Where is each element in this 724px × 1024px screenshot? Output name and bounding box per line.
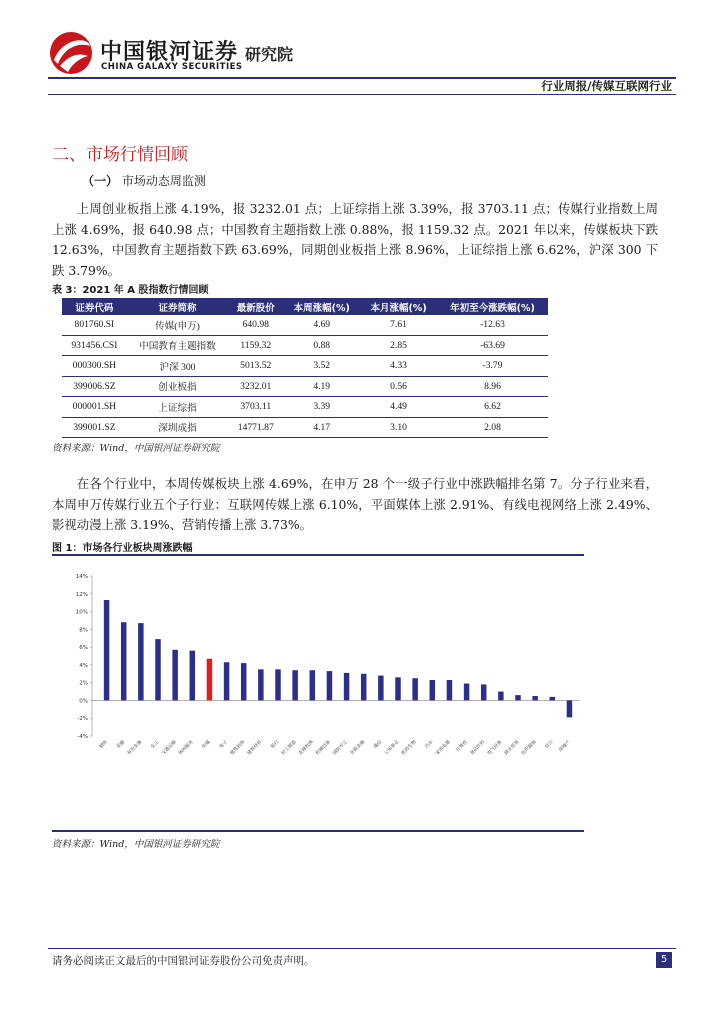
y-tick-label: 6% [79, 645, 88, 652]
table-cell: 4.17 [283, 417, 360, 438]
table-cell: 399001.SZ [62, 417, 127, 438]
table-cell: 0.88 [283, 335, 360, 356]
y-tick-label: -4% [77, 734, 88, 740]
bar [138, 623, 143, 700]
industry-paragraph: 在各个行业中，本周传媒板块上涨 4.69%，在申万 28 个一级子行业中涨跌幅排名第 7。分子行业来看，本周申万传媒行业五个子行业：互联网传媒上涨 6.10%，平面媒体上涨 2.91%、有线电视网络上涨 2.49%、影视动漫上涨 3.19%、营销传播上涨 3.73%。 [52, 476, 658, 532]
x-tick-label: 农林牧渔 [298, 739, 315, 757]
table-cell: 1159.32 [228, 335, 283, 356]
table-cell: 传媒(申万) [127, 315, 228, 335]
table-cell: 801760.SI [62, 315, 127, 335]
table-caption: 表 3：2021 年 A 股指数行情回顾 [52, 285, 209, 296]
x-tick-label: 建筑材料 [246, 739, 264, 757]
section-title: 二、市场行情回顾 [52, 145, 188, 165]
bar [498, 692, 503, 701]
bar [412, 678, 417, 700]
table-cell: -63.69 [437, 335, 548, 356]
x-tick-label: 通信 [373, 739, 384, 750]
bar [172, 650, 177, 701]
table-cell: 931456.CSI [62, 335, 127, 356]
x-tick-label: 电子 [218, 739, 229, 750]
header-rule-bottom [48, 94, 676, 95]
table-cell: 3232.01 [228, 376, 283, 397]
bar [532, 696, 537, 700]
table-cell: 中国教育主题指数 [127, 335, 228, 356]
bar [190, 651, 195, 701]
x-tick-label: 家用电器 [435, 739, 452, 757]
x-tick-label: 轻工制造 [281, 739, 298, 757]
x-tick-label: 电气设备 [486, 739, 504, 757]
x-tick-label: 机械设备 [315, 739, 332, 757]
y-tick-label: 4% [79, 662, 88, 669]
bar [481, 684, 486, 700]
page-number: 5 [656, 952, 672, 968]
bar [550, 697, 555, 701]
x-tick-label: 非银金融 [349, 739, 367, 757]
table-cell: 创业板指 [127, 376, 228, 397]
col-header: 最新股价 [228, 298, 283, 315]
y-tick-label: 2% [79, 680, 88, 687]
bar [361, 674, 366, 701]
table-header-row [62, 298, 548, 315]
table-source-note: 资料来源：Wind，中国银河证券研究院 [52, 443, 220, 454]
x-tick-label: 休闲服务 [178, 739, 195, 757]
bar [104, 600, 109, 700]
subsection-title [82, 172, 206, 189]
table-row [62, 315, 548, 335]
figure-source-note: 资料来源：Wind，中国银河证券研究院 [52, 839, 220, 850]
x-tick-label: 汽车 [424, 739, 435, 750]
table-cell: 0.56 [360, 376, 437, 397]
x-tick-label: 采掘 [116, 739, 127, 750]
col-header: 证券代码 [62, 298, 127, 315]
table-cell: 4.49 [360, 397, 437, 418]
table-cell: 5013.52 [228, 356, 283, 377]
bar [241, 663, 246, 700]
table-cell: 6.62 [437, 397, 548, 418]
table-cell: 2.08 [437, 417, 548, 438]
x-tick-label: 钢铁 [98, 739, 109, 750]
col-header: 证券简称 [127, 298, 228, 315]
logo-en-text: CHINA GALAXY SECURITIES [101, 62, 243, 72]
subsection-text: 市场动态周监测 [121, 174, 206, 188]
x-tick-label: 商业贸易 [503, 739, 521, 757]
table-cell: 000001.SH [62, 397, 127, 418]
bar [155, 639, 160, 700]
table-cell: 3.39 [283, 397, 360, 418]
col-header: 年初至今涨跌幅(%) [437, 298, 548, 315]
bar [447, 680, 452, 700]
col-header: 本周涨幅(%) [283, 298, 360, 315]
x-tick-label: 国防军工 [332, 739, 349, 757]
table-cell: 4.19 [283, 376, 360, 397]
bar [378, 676, 383, 701]
table-cell: 深圳成指 [127, 417, 228, 438]
bar [207, 659, 212, 701]
x-tick-label: 建筑装饰 [229, 739, 247, 757]
bar [395, 677, 400, 700]
table-cell: 4.69 [283, 315, 360, 335]
bar [430, 680, 435, 700]
table-cell: 3703.11 [228, 397, 283, 418]
table-cell: 2.85 [360, 335, 437, 356]
table-cell: 000300.SH [62, 356, 127, 377]
table-cell: 上证综指 [127, 397, 228, 418]
x-tick-label: 银行 [270, 739, 281, 750]
x-tick-label: 化工 [150, 739, 161, 750]
x-tick-label: 医药生物 [401, 739, 418, 757]
x-tick-label: 传媒 [201, 739, 212, 750]
galaxy-logo-icon [48, 30, 94, 76]
table-row [62, 397, 548, 418]
x-tick-label: 公用事业 [383, 739, 401, 757]
logo-cn-text: 中国银河证券 [100, 40, 239, 65]
y-tick-label: 12% [75, 591, 88, 598]
figure-caption: 图 1：市场各行业板块周涨跌幅 [52, 543, 193, 554]
index-table [62, 298, 548, 438]
figure-top-rule [52, 554, 584, 556]
x-tick-label: 综合 [544, 739, 555, 750]
table-cell: 4.33 [360, 356, 437, 377]
bar [464, 684, 469, 701]
table-cell: -12.63 [437, 315, 548, 335]
y-tick-label: 14% [75, 574, 88, 580]
table-row [62, 376, 548, 397]
x-tick-label: 计算机 [455, 739, 469, 754]
table-cell: 399006.SZ [62, 376, 127, 397]
footer-disclaimer: 请务必阅读正文最后的中国银河证券股份公司免责声明。 [52, 955, 315, 967]
col-header: 本月涨幅(%) [360, 298, 437, 315]
market-summary-paragraph: 上周创业板指上涨 4.19%，报 3232.01 点；上证综指上涨 3.39%，报 3703.11 点；传媒行业指数上周上涨 4.69%，报 640.98 点；中国教育主题指数上涨 0.88%，报 1159.32 点。2021 年以来，传媒板块下跌 12.63%，中国教育主题指数下跌 63.69%，同期创业板指上涨 8.96%，上证综指上涨 6.62%，沪深 300 下跌 3.79%。 [52, 201, 658, 278]
table-cell: 640.98 [228, 315, 283, 335]
table-cell: 3.52 [283, 356, 360, 377]
bar [327, 671, 332, 700]
bar [515, 695, 520, 700]
bar [292, 670, 297, 700]
subsection-number: （一） [82, 174, 119, 188]
table-row [62, 417, 548, 438]
bar [224, 662, 229, 700]
x-tick-label: 房地产 [558, 739, 572, 754]
table-cell: 沪深 300 [127, 356, 228, 377]
bar [344, 673, 349, 701]
table-row [62, 356, 548, 377]
report-tag: 行业周报/传媒互联网行业 [541, 79, 672, 93]
y-tick-label: 10% [75, 609, 88, 616]
table-cell: 8.96 [437, 376, 548, 397]
x-tick-label: 交通运输 [161, 739, 178, 757]
y-tick-label: 8% [79, 627, 88, 634]
bar [258, 669, 263, 700]
x-tick-label: 纺织服装 [521, 739, 538, 757]
bar [121, 622, 126, 700]
institute-label: 研究院 [245, 45, 294, 64]
table-row [62, 335, 548, 356]
table-cell: 7.61 [360, 315, 437, 335]
y-tick-label: -2% [77, 716, 88, 723]
y-tick-label: 0% [79, 698, 88, 705]
industry-weekly-change-chart [52, 560, 584, 830]
footer-rule [48, 948, 676, 949]
bar [275, 669, 280, 700]
table-cell: 3.10 [360, 417, 437, 438]
x-tick-label: 食品饮料 [469, 739, 487, 757]
bar [310, 670, 315, 700]
figure-bottom-rule [52, 830, 584, 832]
bar [567, 700, 572, 717]
table-cell: 14771.87 [228, 417, 283, 438]
table-cell: -3.79 [437, 356, 548, 377]
x-tick-label: 有色金属 [126, 739, 144, 757]
